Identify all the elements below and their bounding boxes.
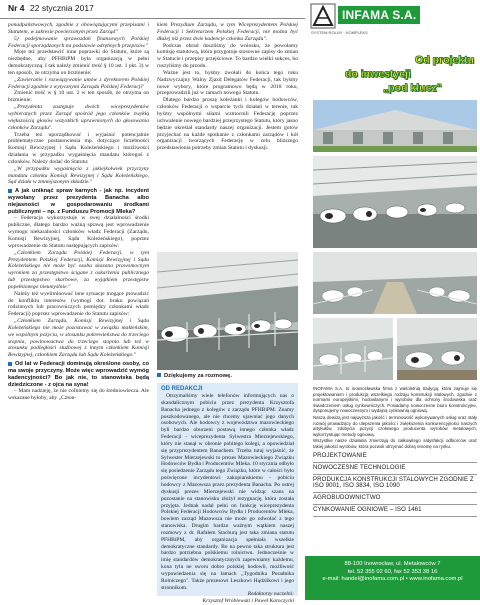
paragraph: Dlatego bardzo proszę koleżanki i kolegów hodowców, członków Federacji o wsparcie tych działań w terenie, tak byśmy wspólnymi siłami wzmocnili Federację poprzez uchwalenie nowego bardziej przejrzystego Statutu, który jasno będzie określał standardy naszej organizacji. Jestem gotów przyjechać na każde spotkanie z członkami zarządów i kół organizacji tworzących Federację w celu bliższego przedstawienia potrzeby zmian Statutu i dyskusji. bbox=[157, 97, 298, 152]
service-item: AGROBUDOWNICTWO bbox=[313, 493, 477, 505]
paragraph: INOFAMA S.A. to inowrocławska firma z wieloletnią tradycją, która zajmuje się projektowaniem i produkcją wszelkiego rodzaju konstrukcji stalowych, zgodnie z normami europejskimi, hodowlanymi i wyrobów dla ochrony środowiska oraz świadczeniem usług cynkowniczych. Posiadamy nowoczesne biuro konstrukcyjne, dysponujemy nowoczesnym i wydajną cynkownią ogniową. bbox=[313, 386, 477, 414]
paragraph: „Członkiem Zarządu, Komisji Rewizyjnej i Sądu Koleżeńskiego nie może pozostawać w związku małżeńskim, we wspólnym pożyciu, w stosunku pokrewieństwa do trzeciego stopnia, powinowactwa do trzeciego stopnia lub też w stosunku podległości służbowej z innym członkiem Komisji Rewizyjnej, członkiem Zarządu lub Sądu Koleżeńskiego." bbox=[8, 318, 149, 359]
paragraph: Trzeba też uporządkować i wyjaśnić potencjalnie problematyczne postanowienia mp. dotyczące liczebności Komisji Rewizyjnej i Sądu Koleżeńskiego i możliwości działania w przypadku wygaśnięcia mandatu któregoś z członków. Należy dodać do Statutu: bbox=[8, 131, 149, 165]
interview-question: A jak uniknąć spraw karnych - jak np. incydent wywołany przez prezydenta Banacha albo niejasności w gospodarowaniu środkami publicznymi – np. z Funduszu Promocji Mleka? bbox=[8, 188, 149, 215]
contact-footer bbox=[305, 556, 480, 600]
service-item: NOWOCZESNE TECHNOLOGIE bbox=[313, 463, 477, 475]
paragraph: „Zawieranie i rozwiązywanie umów z dyrektorem Polskiej Federacji zgodnie z wytycznymi Zarządu Polskiej Federacji" bbox=[8, 76, 149, 90]
bullet-square-icon bbox=[8, 362, 12, 366]
editorial-sign-label: Redaktorzy naczelni: bbox=[247, 591, 294, 598]
stalls-photo bbox=[313, 318, 393, 380]
brand-logo: INFAMA S.A. bbox=[338, 6, 420, 24]
company-address: 88-100 Inowrocław, ul. Metalowców 7 bbox=[344, 561, 441, 567]
inofama-logo-icon bbox=[311, 4, 335, 28]
feeding-alley-photo bbox=[313, 252, 477, 314]
editorial-sign-names: Krzysztof Wróblewski i Paweł Karoczycki bbox=[202, 598, 294, 605]
editorial-title: OD REDAKCJI bbox=[161, 386, 203, 392]
slogan-line-2: do inwestycji bbox=[345, 68, 411, 80]
paragraph: Naszą dewizą jest najwyższa jakość i terminowość wykonywanych usług oraz stały rozwój prowadzący do ulepszenia jakości i zwiększenia konkurencyjności naszych artykułów, zdobycia pozycji czołowego producenta wyrobów metalowych, wykorzystując metody ogniową. bbox=[313, 414, 477, 437]
paragraph: Należy też wyeliminować inne sytuacje mogące prowadzić do konfliktu interesów (wymogi dot. braku powiązań rodzinnych lub pracowniczych pomiędzy członkami władz Federacji) poprzez wprowadzenie do Statutu zapisów: bbox=[8, 290, 149, 318]
issue-date: 22 stycznia 2017 bbox=[30, 3, 94, 13]
paragraph: Wszystkie nasze działania zmierzają do całkowitego satysfakcji odbiorców oraz takiej jakości wyrobów, która pozwoli utrzymać dobrą renomę na rynku. bbox=[313, 438, 477, 449]
company-description bbox=[313, 386, 477, 451]
brand-tagline: SYSTEM ROLNY · KOMPLEKS bbox=[311, 30, 368, 35]
paragraph: „W przypadku wygaśnięcia z jakiejkolwiek przyczyny mandatu członka Komisji Rewizyjnej i Sądu Koleżeńskiego, Sąd działa w zmniejszonym składzie." bbox=[8, 165, 149, 186]
article-column-2 bbox=[157, 22, 298, 250]
barn-photo bbox=[157, 252, 298, 370]
company-email: e-mail: handel@inofama.com.pl • www.inofama.com.pl bbox=[322, 576, 463, 582]
issue-number: Nr 4 bbox=[8, 3, 25, 13]
service-item: PRODUKCJA KONSTRUKCJI STALOWYCH ZGODNIE Z ISO 9001, ISO 3834, ISO 1090 bbox=[313, 475, 477, 494]
company-phone: tel. 52 355 02 60, fax 52 353 38 16 bbox=[347, 568, 438, 575]
photo-caption: Dziękujemy za rozmowę. bbox=[157, 373, 232, 379]
paragraph: – Federacja wykorzystuje w swej działalności środki publiczne, dlatego bardzo ważną sprawą jest wprowadzenie wymogu niekaralności członków władz Federacji (Zarządu, Komisji Rewizyjnej, Sądu Koleżeńskiego), poprzez wprowadzenie do Statutu następujących zapisów: bbox=[8, 215, 149, 249]
paragraph: Otrzymaliśmy wiele telefonów informujących nas o skandalicznym pobiciu przez prezydenta Krzysztofa Banacha jednego z kolegów z zarządu PFHBiPM. Znamy poszkodowanego, ale nie chcemy ujawniać jego danych osobowych. Ale hodowcy z województwa mazowieckiego byli bardzo oburzeni postawą innego członka władz Federacji - wiceprezydenta Sylwestra Mierzejewskiego, który nie stanął w obronie pobitego kolegi, a opowiedział się przyprezydentem Banachem. Trzeba tutaj wyjaśnić, że Sylwester Mierzejewski to prezes Mazowieckiego Związku Hodowców Bydła i Producentów Mleka. 10 stycznia odbyło się posiedzenie Zarządu tego Związku, które w całości było poświęcone incydentowi zakopiańskiemu - pobiciu hodowcy z Mazowsza przez prezydenta Banacha. Po ostrej dyskusji prezes Mierzejewski nie widząc szans na pozostanie na stanowisku złożył rezygnację, która została przyjęta. Jednak nadal pełni on funkcję wiceprezydenta Polskiej Federacji Hodowców Bydła i Producentów Mleka, bowiem zarząd Mazowsza nie może go odwołać z tego stanowiska. Drugim bardzo ważnym wątkiem naszej rozmowy z dr. Rafałem Stachurą jest taka zmiana statutu PFHBiPM, aby organizacja spełniała wszelkie demokratyczne standardy. Bo na pewno taka struktura jest bardzo potrzebna polskiemu rolnictwu. Jednocześnie w imię standardów demokratycznych zapewniamy każdemu, kona tylu ne sworu dobro polskiej hodowli, możliwość wypowiedzenia się na łamach „Tygodnika Poradnika Rolniczego". Także prezesowi Leszkowi Hądzlikowi i jego stronnikom. bbox=[161, 393, 294, 591]
services-list bbox=[313, 451, 477, 517]
service-item: PROJEKTOWANIE bbox=[313, 451, 477, 463]
editorial-box bbox=[157, 383, 298, 605]
editorial-body bbox=[157, 393, 298, 591]
paragraph: 5) podejmowanie sprawozdań finansowych Polskiej Federacji sporządzanych na podstawie odrębnych przepisów." bbox=[8, 35, 149, 49]
interview-question: Od lat w Federacji dominują określone osoby, co ma swoje przyczyny. Może więc wprowadzić wymóg kadencyjności? Bo jak nie, to stanowiska będą dziedziczone - z ojca na syna! bbox=[8, 361, 149, 388]
paragraph: Moje też przedstawić inne poprawki do Statutu, które są niezbędne, aby PFHBiPM była organizacją w pełni demokratyczną. I tak należy zmienić treść § 10 ust. 1 pkt. 3) w ten sposób, że otrzyma on brzmienie: bbox=[8, 49, 149, 76]
slogan-line-3: „pod klucz" bbox=[383, 82, 442, 94]
cows-feeding-photo bbox=[397, 318, 477, 380]
service-item: CYNKOWANIE OGNIOWE – ISO 1461 bbox=[313, 505, 477, 517]
bullet-square-icon bbox=[8, 189, 12, 193]
paragraph: „Członkiem Zarządu Polskiej Federacji, w tym Prezydentem Polskiej Federacji, Komisji Rewizyjnej i Sądu Koleżeńskiego nie może być osoba skazana prawomocnym wyrokiem za przestępstwo ścigane z oskarżenia publicznego lub przestępstwo skarbowe, za wyjątkiem przestępstw popełnionego nieumyślnie." bbox=[8, 249, 149, 290]
article-column-1 bbox=[8, 22, 149, 594]
paragraph: Zmienić treść w § 10 ust. 2 w ten sposób, że otrzyma on brzmienie: bbox=[8, 90, 149, 104]
bullet-square-icon bbox=[157, 373, 161, 377]
paragraph: – Mam nadzieję, że nie cofniemy się do średniowiecza. Ale wskazane byłoby, aby „Człon- bbox=[8, 388, 149, 402]
slogan-line-1: Od projektu bbox=[415, 54, 474, 66]
paragraph: Ważne jest to, byśmy zwołali do końca tego roku Nadzwyczajny Walny Zjazd Delegatów Federacji, tak byśmy nowe wybory, które programowo będą w 2018 roku, przeprowadzili już w ramach nowego Statutu. bbox=[157, 69, 298, 97]
paragraph: kiem Prezydium Zarządu, w tym Wiceprezydentem Polskiej Federacji i Sekretarzem Polskiej Federacji, nie można być dłużej niż przez dwie kadencje członka Zarządu". bbox=[157, 22, 298, 42]
inofama-advertisement bbox=[305, 0, 480, 600]
barn-exterior-photo bbox=[313, 100, 477, 152]
paragraph: ponadpaństwowych, zgodnie z obowiązującymi przepisami i Statutem, w zakresie powierzonym przez Zarząd" bbox=[8, 22, 149, 35]
paragraph: Podczas obrad doszliśmy do wniosku, że powołamy komisję statutową, która przygotuje stosowne zapisy do zmian w Statucie i przepisy przejściowe. To bardzo wielki sukces, bo ruszyliśmy do przodu. bbox=[157, 42, 298, 70]
paragraph: „Prezydenta zastępuje dwóch wiceprezydentów wybieranych przez Zarząd spośród jego członków zwykłą większością głosów wszystkich uprawnionych do głosowania członków Zarządu". bbox=[8, 104, 149, 131]
barn-interior-photo bbox=[313, 156, 477, 248]
